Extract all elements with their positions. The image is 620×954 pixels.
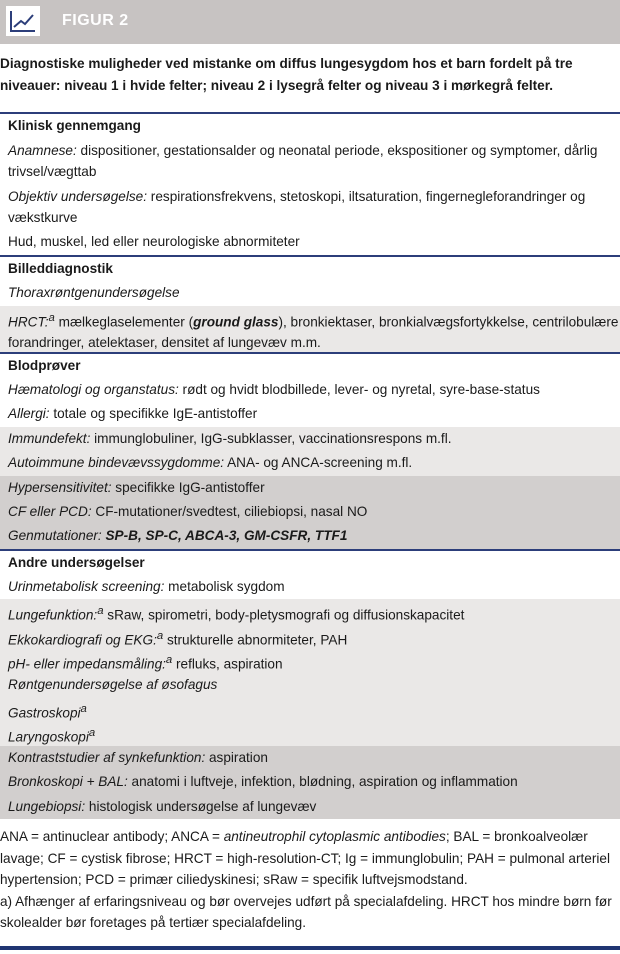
table-row: Laryngoskopi$^a$ xyxy=(0,721,620,745)
table-row: pH- eller impedansmåling:$^a$ refluks, aspiration xyxy=(0,648,620,672)
table-row: Hæmatologi og organstatus: rødt og hvidt blodbillede, lever- og nyretal, syre-base-status xyxy=(8,381,540,397)
table-row: Lungebiopsi: histologisk undersøgelse af lungevæv xyxy=(0,795,620,819)
diagnostic-table xyxy=(0,112,620,819)
table-row: Genmutationer: SP-B, SP-C, ABCA-3, GM-CSFR, TTF1 xyxy=(0,524,620,548)
table-row: Allergi: totale og specifikke IgE-antistoffer xyxy=(8,406,258,422)
figure-header xyxy=(0,0,620,44)
footnote-a: a) Afhænger af erfaringsniveau og bør overvejes udført på specialafdeling. HRCT hos mindre børn før skolealder bør foretages på tertiær specialafdeling. xyxy=(0,893,612,931)
table-row: Ekkokardiografi og EKG:$^a$ strukturelle abnormiteter, PAH xyxy=(0,624,620,648)
section-heading-klinisk: Klinisk gennemgang xyxy=(8,118,141,133)
table-row: Objektiv undersøgelse: respirationsfrekvens, stetoskopi, iltsaturation, fingernegleforandringer og vækstkurve xyxy=(8,189,586,226)
table-row: Bronkoskopi + BAL: anatomi i luftveje, infektion, blødning, aspiration og inflammation xyxy=(0,770,620,794)
table-row: Gastroskopi$^a$ xyxy=(0,697,620,721)
abbreviations: ANA = antinuclear antibody; ANCA = antineutrophil cytoplasmic antibodies; BAL = bronkoalveolær lavage; CF = cystisk fibrose; HRCT = high-resolution-CT; Ig = immunglobulin; PAH = pulmonal arteriel hypertension; PCD = primær ciliedyskinesi; sRaw = specifik luftvejsmodstand. xyxy=(0,829,610,888)
table-row: Immundefekt: immunglobuliner, IgG-subklasser, vaccinationsrespons m.fl. xyxy=(0,427,620,451)
table-row: Hud, muskel, led eller neurologiske abnormiteter xyxy=(8,234,300,250)
footnotes xyxy=(0,826,612,934)
table-row: Urinmetabolisk screening: metabolisk sygdom xyxy=(8,579,285,595)
table-row: Lungefunktion:$^a$ sRaw, spirometri, body-pletysmografi og diffusionskapacitet xyxy=(0,599,620,623)
table-row: Røntgenundersøgelse af øsofagus xyxy=(0,673,620,697)
chart-line-icon xyxy=(6,6,40,36)
table-row: Anamnese: dispositioner, gestationsalder og neonatal periode, ekspositioner og symptomer, dårlig trivsel/vægttab xyxy=(8,143,598,180)
table-row: HRCT:$^a$ mælkeglaselementer (ground glass), bronkiektaser, bronkialvægsfortykkelse, centrilobulære forandringer, atelektaser, densitet af lungevæv m.m. xyxy=(0,306,620,352)
table-row: CF eller PCD: CF-mutationer/svedtest, ciliebiopsi, nasal NO xyxy=(0,500,620,524)
bottom-rule xyxy=(0,946,620,950)
table-row: Autoimmune bindevævssygdomme: ANA- og ANCA-screening m.fl. xyxy=(0,451,620,475)
section-heading-blod: Blodprøver xyxy=(8,357,81,373)
section-heading-billed: Billeddiagnostik xyxy=(8,260,113,276)
table-row: Hypersensitivitet: specifikke IgG-antistoffer xyxy=(0,476,620,500)
section-heading-andre: Andre undersøgelser xyxy=(8,554,145,570)
table-row: Kontraststudier af synkefunktion: aspiration xyxy=(0,746,620,770)
figure-caption: Diagnostiske muligheder ved mistanke om diffus lungesygdom hos et barn fordelt på tre niveauer: niveau 1 i hvide felter; niveau 2 i lysegrå felter og niveau 3 i mørkegrå felter. xyxy=(0,56,573,93)
table-row: Thoraxrøntgenundersøgelse xyxy=(8,285,180,301)
figure-title: FIGUR 2 xyxy=(62,12,129,29)
